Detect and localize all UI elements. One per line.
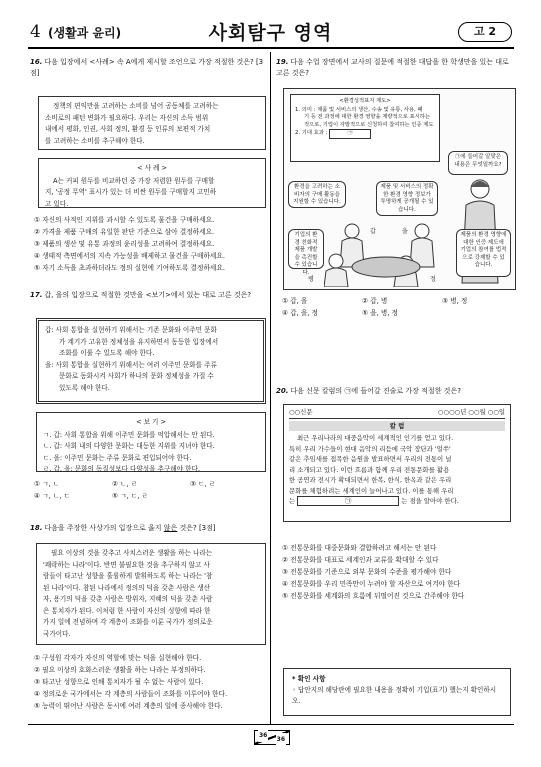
question-18-stem: 18. 다음을 주장한 사상가의 입장으로 옳지 않은 것은? [3점]	[30, 524, 216, 532]
header-rule	[28, 47, 514, 49]
question-17-passage: 갑: 사회 통합을 실현하기 위해서는 기존 문화와 이주민 문화 가 계기가 고유한 정체성을 유지하면서 동등한 입장에서 조화를 이룰 수 있도록 해야 한다. 을: 사회 통합을 실현하기 위해서는 여러 이주민 문화를 주류 문화로 동화시켜 사회가 하나의 문화 정체성을 가질 수 있도록 해야 한다.	[36, 318, 266, 404]
choice-1[interactable]: ① 구성원 각자가 자신의 역할에 맞는 덕을 실현해야 한다.	[34, 654, 202, 662]
teacher-bubble: ㉠에 들어갈 알맞은 내용은 무엇일까요?	[448, 151, 508, 175]
choice-3[interactable]: ③ 병, 정	[442, 297, 468, 305]
question-16-choices	[34, 214, 268, 274]
choice-4[interactable]: ④ 전통문화를 우리 민족만이 누려야 할 자산으로 여겨야 한다	[282, 580, 461, 588]
question-19-choices	[282, 295, 514, 319]
subject-label: (생활과 윤리)	[48, 26, 122, 40]
page-title: 사회탐구 영역	[208, 22, 333, 44]
choice-2[interactable]: ② 필요 이상의 호화스러운 생활을 하는 나라는 부정의하다.	[34, 666, 206, 674]
grade-badge: 고 2	[458, 22, 512, 42]
choice-4[interactable]: ④ ㄱ, ㄴ, ㄷ	[34, 492, 71, 500]
notice-body: ◦ 답안지의 해당란에 필요한 내용을 정확히 기입(표기) 했는지 확인하시오.	[292, 686, 497, 705]
choice-2[interactable]: ② 갑, 병	[362, 297, 388, 305]
question-20-choices	[282, 542, 514, 602]
question-17-stem: 17. 갑, 을의 입장으로 적절한 것만을 <보기>에서 있는 대로 고른 것은?	[30, 291, 252, 299]
student-byeong-bubble: 기업의 환경 친화적 제품 개발을 촉진할 수 있습니다.	[288, 229, 324, 269]
choice-5[interactable]: ⑤ 전통문화를 세계화의 흐름에 뒤떨어진 것으로 간주해야 한다	[282, 592, 465, 600]
choice-4[interactable]: ④ 생태적 측면에서의 지속 가능성을 배제하고 물건을 구매하세요.	[34, 252, 225, 260]
question-19-figure	[283, 88, 516, 290]
choice-3[interactable]: ③ ㄷ, ㄹ	[190, 480, 216, 488]
choice-5[interactable]: ⑤ 을, 병, 정	[362, 309, 399, 317]
page-number: 4	[30, 22, 41, 42]
question-16-passage: 정책의 편익만을 고려하는 소비를 넘어 공동체를 고려하는 소비로의 패턴 변화가 필요하다. 우리는 자신의 소득 범위 내에서 평화, 인권, 사회 정의, 환경 등 인류의 보편적 가치 를 고려하는 소비를 추구해야 한다.	[38, 96, 266, 150]
notice-title: * 확인 사항	[292, 675, 326, 683]
question-18-choices	[34, 652, 268, 712]
label-jeong: 정	[430, 276, 436, 283]
notice-box	[283, 668, 511, 716]
choice-5[interactable]: ⑤ 능력이 뛰어난 사람은 동시에 여러 계층의 일에 종사해야 한다.	[34, 702, 223, 710]
choice-5[interactable]: ⑤ ㄱ, ㄷ, ㄹ	[112, 492, 149, 500]
label-gap: 갑	[370, 228, 376, 235]
choice-3[interactable]: ③ 전통문화를 기준으로 외부 문화의 수준을 평가해야 한다	[282, 568, 452, 576]
column-label: 칼 럼	[289, 421, 505, 432]
footer-page-number: 36 36	[254, 730, 290, 745]
student-eul-bubble: 제품 및 서비스의 정확한 환경 영향 정보가 투명하게 공개될 수 있습니다.	[376, 181, 438, 216]
student-gap-bubble: 환경을 고려하는 소비자의 구매 활동을 지원할 수 있습니다.	[288, 181, 346, 208]
label-eul: 을	[402, 228, 408, 235]
eco-label-card: <환경성적표지 제도> 1. 의미 : 제품 및 서비스의 생산, 수송 및 유통, 사용, 폐 기 등 전 과정에 대한 환경 영향을 계량적으로 표시하는 것으로, 기업이 자발적으로 신청하여 참여하는 인증 제도 2. 기대 효과 : ㉠	[290, 94, 440, 162]
choice-4[interactable]: ④ 갑, 을, 정	[282, 309, 319, 317]
choice-2[interactable]: ② 전통문화를 대표로 세계인과 교류를 확대할 수 있다	[282, 556, 439, 564]
choice-3[interactable]: ③ 타고난 성향으로 인해 통치자가 될 수 없는 사람이 있다.	[34, 678, 204, 686]
question-17-choices	[34, 478, 268, 502]
newspaper-name: ○○신문	[289, 408, 313, 416]
label-byeong: 병	[308, 276, 314, 283]
choice-1[interactable]: ① 자신의 사적인 지위를 과시할 수 있도록 물건을 구매하세요.	[34, 216, 215, 224]
choice-5[interactable]: ⑤ 자기 소득을 초과하더라도 정의 실현에 기여하도록 결정하세요.	[34, 264, 225, 272]
newspaper-column: ○○신문 ○○○○년 ○○월 ○○일 칼 럼 최근 우리나라의 대중음악이 세계적인 인기를 얻고 있다. 특히 우리 가수들이 현대 음악의 리듬에 국악 장단과 '얼쑤' 같은 추임새를 접목한 음원을 발표하면서 우리의 전통이 널 리 소개되고 있다. 이런 흐름과 함께 우리 전통문화를 활용 한 공연과 전시가 확대되면서 한복, 한식, 한옥과 같은 우리 문화를 체험하려는 세계인이 늘어나고 있다. 이를 통해 우리 는 ㉠ 는 점을 알아야 한다.	[283, 404, 511, 522]
choice-1[interactable]: ① 전통문화를 대중문화와 결합하려고 해서는 안 된다	[282, 544, 437, 552]
footer-rule	[28, 724, 514, 725]
question-17-bogi: < 보 기 > ㄱ. 갑: 사회 통합을 위해 이주민 문화를 억압해서는 안 된다. ㄴ. 갑: 사회 내의 다양한 문화는 대등한 지위를 지녀야 한다. ㄷ. 을: 이주민 문화는 주류 문화로 편입되어야 한다. ㄹ. 갑, 을: 문화의 동질성보다 다양성을 추구해야 한다.	[36, 412, 266, 472]
question-18-passage: 필요 이상의 것을 갖추고 사치스러운 생활을 하는 나라는 '쾌락하는 나라'이다. 반면 불필요한 것을 추구하지 않고 사 람들이 타고난 성향을 훌륭하게 발휘하도록 하는 나라는 '참 된 나라'이다. 참된 나라에서 정의의 덕을 갖춘 사람은 생산 자, 용기의 덕을 갖춘 사람은 방위자, 지혜의 덕을 갖춘 사람 은 통치자가 된다. 이처럼 한 사람이 자신의 성향에 따라 한 가지 일에 전념하며 각 계층이 조화를 이룬 국가가 정의로운 국가이다.	[36, 543, 266, 645]
question-20-stem: 20. 다음 신문 칼럼의 ㉠에 들어갈 진술로 가장 적절한 것은?	[276, 387, 461, 395]
question-16-case: < 사 례 > A는 커피 원두를 비교하던 중 가장 저렴한 원두를 구매할 지, '공정 무역' 표시가 있는 더 비싼 원두를 구매할지 고민하 고 있다.	[38, 158, 266, 208]
choice-4[interactable]: ④ 정의로운 국가에서는 각 계층의 사람들이 조화를 이루어야 한다.	[34, 690, 228, 698]
choice-1[interactable]: ① ㄱ, ㄴ	[34, 480, 60, 488]
student-jeong-bubble: 제품의 환경 영향에 대한 인증 제도에 기업의 참여를 법적으로 강제할 수 있습니다.	[456, 229, 511, 277]
question-19-stem: 19. 다음 수업 장면에서 교사의 질문에 적절한 대답을 한 학생만을 있는 대로 고른 것은?	[276, 58, 509, 77]
question-16-stem: 16. 다음 입장에서 <사례> 속 A에게 제시할 조언으로 가장 적절한 것은? [3점]	[30, 58, 264, 77]
newspaper-date: ○○○○년 ○○월 ○○일	[437, 408, 505, 416]
choice-2[interactable]: ② 가격을 제품 구매의 유일한 판단 기준으로 삼아 결정하세요.	[34, 228, 215, 236]
choice-2[interactable]: ② ㄴ, ㄹ	[112, 480, 138, 488]
choice-3[interactable]: ③ 제품의 생산 및 유통 과정의 윤리성을 고려하여 결정하세요.	[34, 240, 215, 248]
blank-box: ㉠	[297, 496, 399, 506]
column-divider	[270, 52, 271, 725]
choice-1[interactable]: ① 갑, 을	[282, 297, 308, 305]
